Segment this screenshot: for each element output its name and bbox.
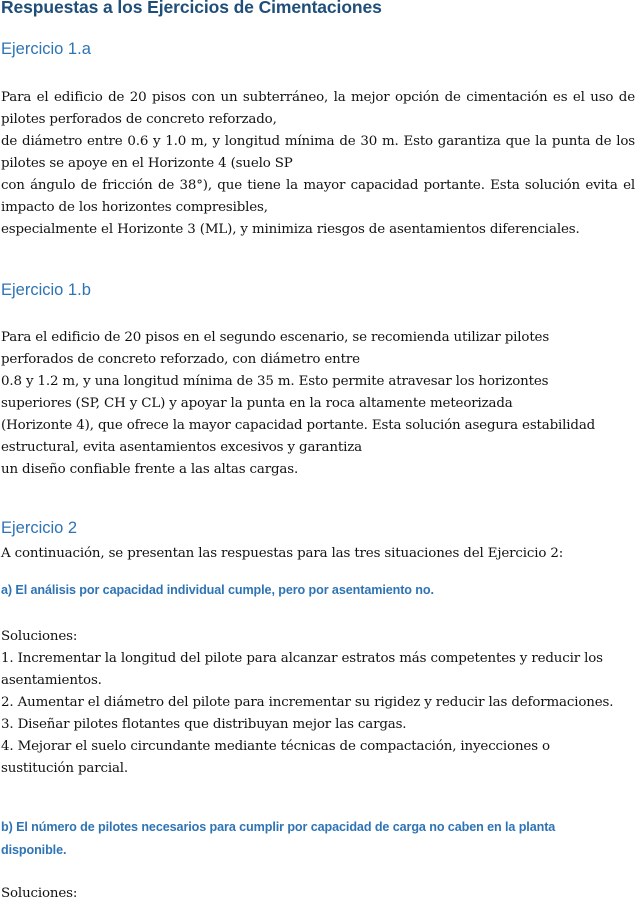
subheading-situacion-a: a) El análisis por capacidad individual cumple, pero por asentamiento no. [1, 583, 434, 597]
list-item: 3. Diseñar pilotes flotantes que distribuyan mejor las cargas. [1, 717, 407, 732]
paragraph-line: pilotes se apoye en el Horizonte 4 (suelo SP [1, 156, 293, 171]
paragraph-line: Para el edificio de 20 pisos con un subterráneo, la mejor opción de cimentación es el uso de [1, 90, 635, 105]
subheading-situacion-b-continuation: disponible. [1, 843, 67, 857]
paragraph-line: con ángulo de fricción de 38°), que tiene la mayor capacidad portante. Esta solución evita el [1, 178, 635, 193]
paragraph-line: de diámetro entre 0.6 y 1.0 m, y longitud mínima de 30 m. Esto garantiza que la punta de los [1, 134, 635, 149]
heading-ejercicio-1a: Ejercicio 1.a [1, 40, 91, 58]
soluciones-label: Soluciones: [1, 886, 78, 901]
list-item: 4. Mejorar el suelo circundante mediante técnicas de compactación, inyecciones o [1, 739, 550, 754]
paragraph-line: (Horizonte 4), que ofrece la mayor capacidad portante. Esta solución asegura estabilidad [1, 418, 596, 433]
heading-ejercicio-1b: Ejercicio 1.b [1, 281, 91, 299]
list-item: 1. Incrementar la longitud del pilote para alcanzar estratos más competentes y reducir los [1, 651, 603, 666]
soluciones-label: Soluciones: [1, 629, 78, 644]
paragraph-line: Para el edificio de 20 pisos en el segundo escenario, se recomienda utilizar pilotes [1, 330, 550, 345]
list-item-continuation: sustitución parcial. [1, 761, 129, 776]
heading-ejercicio-2: Ejercicio 2 [1, 519, 78, 537]
list-item-continuation: asentamientos. [1, 673, 102, 688]
paragraph-line: 0.8 y 1.2 m, y una longitud mínima de 35 m. Esto permite atravesar los horizontes [1, 374, 549, 389]
paragraph-line: estructural, evita asentamientos excesivos y garantiza [1, 440, 362, 455]
list-item: 2. Aumentar el diámetro del pilote para incrementar su rigidez y reducir las deformaciones. [1, 695, 614, 710]
paragraph-line: especialmente el Horizonte 3 (ML), y minimiza riesgos de asentamientos diferenciales. [1, 222, 580, 237]
paragraph-line: impacto de los horizontes compresibles, [1, 200, 268, 215]
paragraph-line: perforados de concreto reforzado, con diámetro entre [1, 352, 360, 367]
paragraph-line: un diseño confiable frente a las altas cargas. [1, 462, 299, 477]
paragraph-line: pilotes perforados de concreto reforzado, [1, 112, 277, 127]
document-title: Respuestas a los Ejercicios de Cimentaciones [1, 0, 382, 17]
intro-paragraph: A continuación, se presentan las respuestas para las tres situaciones del Ejercicio 2: [1, 546, 564, 561]
paragraph-line: superiores (SP, CH y CL) y apoyar la punta en la roca altamente meteorizada [1, 396, 513, 411]
subheading-situacion-b: b) El número de pilotes necesarios para cumplir por capacidad de carga no caben en la planta [1, 820, 556, 834]
